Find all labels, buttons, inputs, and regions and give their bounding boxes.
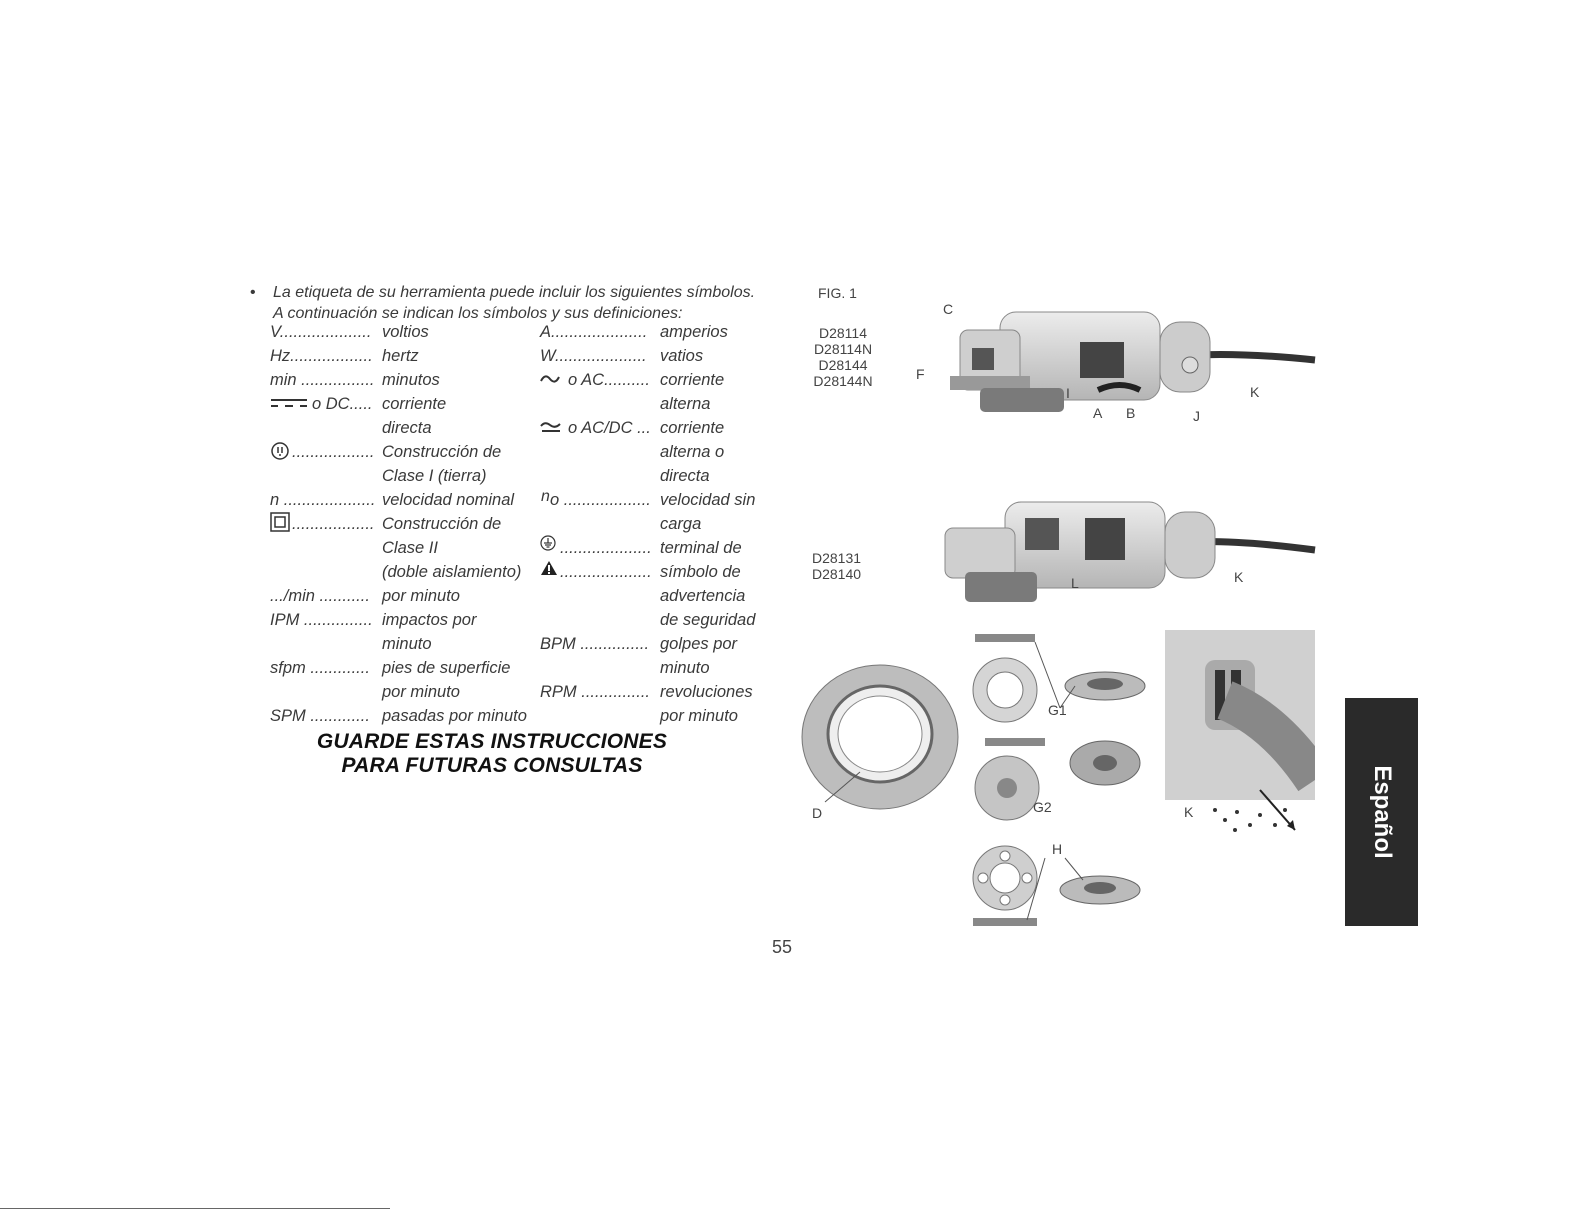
symbol-key: W.................... [540,347,647,365]
symbol-definition: por minuto [382,683,460,701]
symbol-definition: símbolo de [660,563,741,581]
symbol-definition: corriente [660,371,725,389]
intro-line-1: La etiqueta de su herramienta puede incluir los siguientes símbolos. [273,284,756,301]
ac-symbol-icon [540,372,560,386]
guard-illustration [800,662,960,812]
symbol-key: .................. [292,443,375,461]
symbol-key: V.................... [270,323,372,341]
symbol-definition: Construcción de [382,515,502,533]
symbol-definition: impactos por [382,611,477,629]
callout-c: C [943,301,954,317]
symbols-left-column [270,320,540,730]
symbol-key: o AC.......... [568,371,650,389]
symbol-key: A..................... [540,323,648,341]
class-i-ground-icon [270,441,290,461]
save-instructions-heading [232,730,752,778]
models-top [808,325,878,389]
symbol-key: .................... [560,539,652,557]
callout-i: I [1066,385,1070,401]
symbol-definition: alterna [660,395,711,413]
symbol-definition: pies de superficie [382,659,511,677]
symbol-definition: por minuto [660,707,738,725]
class-ii-double-insulation-icon [270,512,290,532]
model-label: D28114N [813,341,873,357]
symbol-key: min ................ [270,371,375,389]
symbol-definition: alterna o [660,443,725,461]
callout-h: H [1052,841,1063,857]
callout-g2: G2 [1033,799,1052,815]
symbol-definition: velocidad nominal [382,491,515,509]
symbol-definition: velocidad sin [660,491,756,509]
side-tab-label: Español [1368,765,1396,859]
callout-k-3: K [1184,804,1194,820]
symbol-definition: Clase II [382,539,438,557]
earthing-terminal-icon [540,535,556,551]
model-label: D28144 [818,357,868,373]
symbol-key: IPM ............... [270,611,373,629]
symbol-key: o DC..... [312,395,373,413]
symbol-definition: terminal de [660,539,742,557]
symbol-key: .../min ........... [270,587,370,605]
callout-a: A [1093,405,1103,421]
symbol-definition: (doble aislamiento) [382,563,522,581]
callout-b: B [1126,405,1136,421]
symbol-definition: vatios [660,347,704,365]
symbol-definition: advertencia [660,587,746,605]
no-load-speed-n-icon: n [541,488,550,505]
safety-alert-icon [540,560,558,576]
symbol-key: n .................... [270,491,376,509]
symbol-definition: minuto [660,659,710,677]
symbol-key: Hz.................. [270,347,373,365]
fig-title: FIG. 1 [818,285,857,301]
model-label: D28144N [813,373,873,389]
symbol-definition: pasadas por minuto [382,707,527,725]
bullet: • [250,284,256,301]
symbol-key: .................. [292,515,375,533]
model-label: D28114 [818,325,867,341]
symbol-key: BPM ............... [540,635,650,653]
heading-line-1: GUARDE ESTAS INSTRUCCIONES [316,730,668,753]
symbol-definition: hertz [382,347,419,365]
callout-l: L [1071,575,1079,591]
callout-k-2: K [1234,569,1244,585]
symbol-definition: carga [660,515,702,533]
symbol-definition: corriente [660,419,725,437]
intro-line-2: A continuación se indican los símbolos y sus definiciones: [273,305,683,322]
symbol-definition: Clase I (tierra) [382,467,487,485]
symbol-definition: Construcción de [382,443,502,461]
callout-g1: G1 [1048,702,1067,718]
symbol-key: .................... [560,563,652,581]
flange-set-illustration [965,628,1155,928]
symbol-definition: corriente [382,395,447,413]
grinder-illustration-top [920,290,1320,420]
symbol-definition: de seguridad [660,611,756,629]
symbol-definition: amperios [660,323,728,341]
symbol-definition: directa [660,467,710,485]
models-bottom [812,550,861,582]
callout-j: J [1193,408,1200,424]
symbol-definition: por minuto [382,587,460,605]
dc-symbol-icon [270,396,308,410]
symbol-key: RPM ............... [540,683,651,701]
symbol-key: o ................... [550,491,651,509]
symbol-definition: golpes por [660,635,738,653]
language-side-tab [1345,698,1418,926]
grinder-illustration-bottom [925,488,1325,606]
page-number: 55 [772,937,793,957]
symbol-definition: minutos [382,371,440,389]
heading-line-2: PARA FUTURAS CONSULTAS [341,754,643,777]
symbols-right-column [540,320,780,730]
symbol-definition: voltios [382,323,429,341]
symbol-key: sfpm ............. [270,659,370,677]
symbol-definition: revoluciones [660,683,753,701]
model-label: D28140 [812,566,862,582]
bottom-rule [0,1208,390,1209]
callout-f: F [916,366,925,382]
model-label: D28131 [812,550,862,566]
symbol-definition: minuto [382,635,432,653]
callout-d: D [812,805,823,821]
symbol-key: SPM ............. [270,707,370,725]
symbol-key: o AC/DC ... [568,419,651,437]
ac-dc-symbol-icon [540,420,562,434]
symbol-definition: directa [382,419,432,437]
callout-k: K [1250,384,1260,400]
